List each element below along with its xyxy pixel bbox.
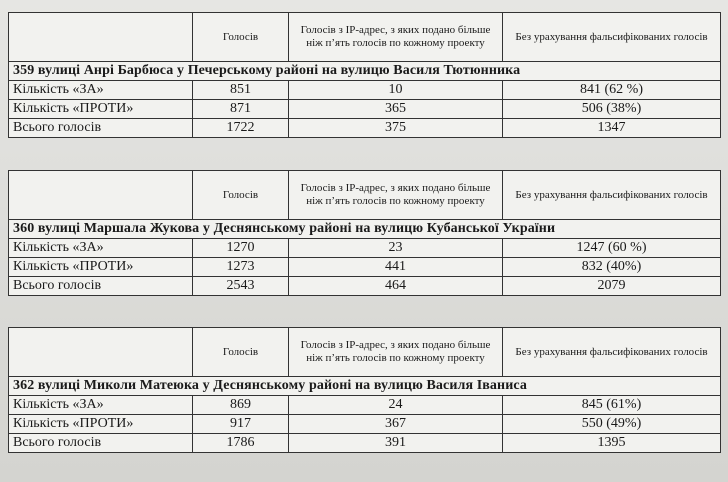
header-without-fake: Без урахування фальсифікованих голосів (503, 328, 721, 377)
header-row (9, 13, 721, 62)
cell-net: 2079 (503, 277, 721, 296)
row-label-for: Кількість «ЗА» (9, 239, 193, 258)
cell-ip: 365 (289, 100, 503, 119)
table-row-total (9, 277, 721, 296)
cell-votes: 1270 (193, 239, 289, 258)
cell-votes: 917 (193, 415, 289, 434)
cell-ip: 24 (289, 396, 503, 415)
header-row (9, 171, 721, 220)
header-row (9, 328, 721, 377)
title-row (9, 377, 721, 396)
cell-ip: 23 (289, 239, 503, 258)
table-title: 362 вулиці Миколи Матеюка у Деснянському районі на вулицю Василя Іваниса (9, 377, 721, 396)
row-label-total: Всього голосів (9, 277, 193, 296)
table-row-for (9, 396, 721, 415)
table-row-against (9, 415, 721, 434)
row-label-for: Кількість «ЗА» (9, 81, 193, 100)
cell-net: 841 (62 %) (503, 81, 721, 100)
table-title: 359 вулиці Анрі Барбюса у Печерському районі на вулицю Василя Тютюнника (9, 62, 721, 81)
cell-ip: 464 (289, 277, 503, 296)
header-votes: Голосів (193, 171, 289, 220)
header-without-fake: Без урахування фальсифікованих голосів (503, 13, 721, 62)
cell-votes: 851 (193, 81, 289, 100)
cell-votes: 869 (193, 396, 289, 415)
vote-table-360 (8, 170, 721, 296)
cell-votes: 1722 (193, 119, 289, 138)
cell-votes: 871 (193, 100, 289, 119)
cell-votes: 2543 (193, 277, 289, 296)
header-ip-votes: Голосів з IP-адрес, з яких подано більше ніж п’ять голосів по кожному проекту (289, 328, 503, 377)
header-empty-cell (9, 13, 193, 62)
table-row-against (9, 258, 721, 277)
header-ip-votes: Голосів з IP-адрес, з яких подано більше ніж п’ять голосів по кожному проекту (289, 13, 503, 62)
table-row-for (9, 239, 721, 258)
header-votes: Голосів (193, 328, 289, 377)
cell-net: 550 (49%) (503, 415, 721, 434)
cell-votes: 1786 (193, 434, 289, 453)
row-label-against: Кількість «ПРОТИ» (9, 415, 193, 434)
title-row (9, 220, 721, 239)
header-ip-votes: Голосів з IP-адрес, з яких подано більше ніж п’ять голосів по кожному проекту (289, 171, 503, 220)
cell-net: 1247 (60 %) (503, 239, 721, 258)
row-label-against: Кількість «ПРОТИ» (9, 100, 193, 119)
cell-ip: 441 (289, 258, 503, 277)
cell-ip: 375 (289, 119, 503, 138)
cell-ip: 10 (289, 81, 503, 100)
title-row (9, 62, 721, 81)
vote-table-362 (8, 327, 721, 453)
table-row-against (9, 100, 721, 119)
row-label-total: Всього голосів (9, 119, 193, 138)
header-votes: Голосів (193, 13, 289, 62)
cell-net: 832 (40%) (503, 258, 721, 277)
cell-ip: 367 (289, 415, 503, 434)
header-without-fake: Без урахування фальсифікованих голосів (503, 171, 721, 220)
row-label-for: Кількість «ЗА» (9, 396, 193, 415)
cell-net: 1347 (503, 119, 721, 138)
row-label-total: Всього голосів (9, 434, 193, 453)
table-title: 360 вулиці Маршала Жукова у Деснянському районі на вулицю Кубанської України (9, 220, 721, 239)
table-row-for (9, 81, 721, 100)
table-row-total (9, 119, 721, 138)
cell-ip: 391 (289, 434, 503, 453)
cell-net: 1395 (503, 434, 721, 453)
row-label-against: Кількість «ПРОТИ» (9, 258, 193, 277)
cell-net: 506 (38%) (503, 100, 721, 119)
vote-table-359 (8, 12, 721, 138)
header-empty-cell (9, 171, 193, 220)
cell-net: 845 (61%) (503, 396, 721, 415)
table-row-total (9, 434, 721, 453)
header-empty-cell (9, 328, 193, 377)
cell-votes: 1273 (193, 258, 289, 277)
